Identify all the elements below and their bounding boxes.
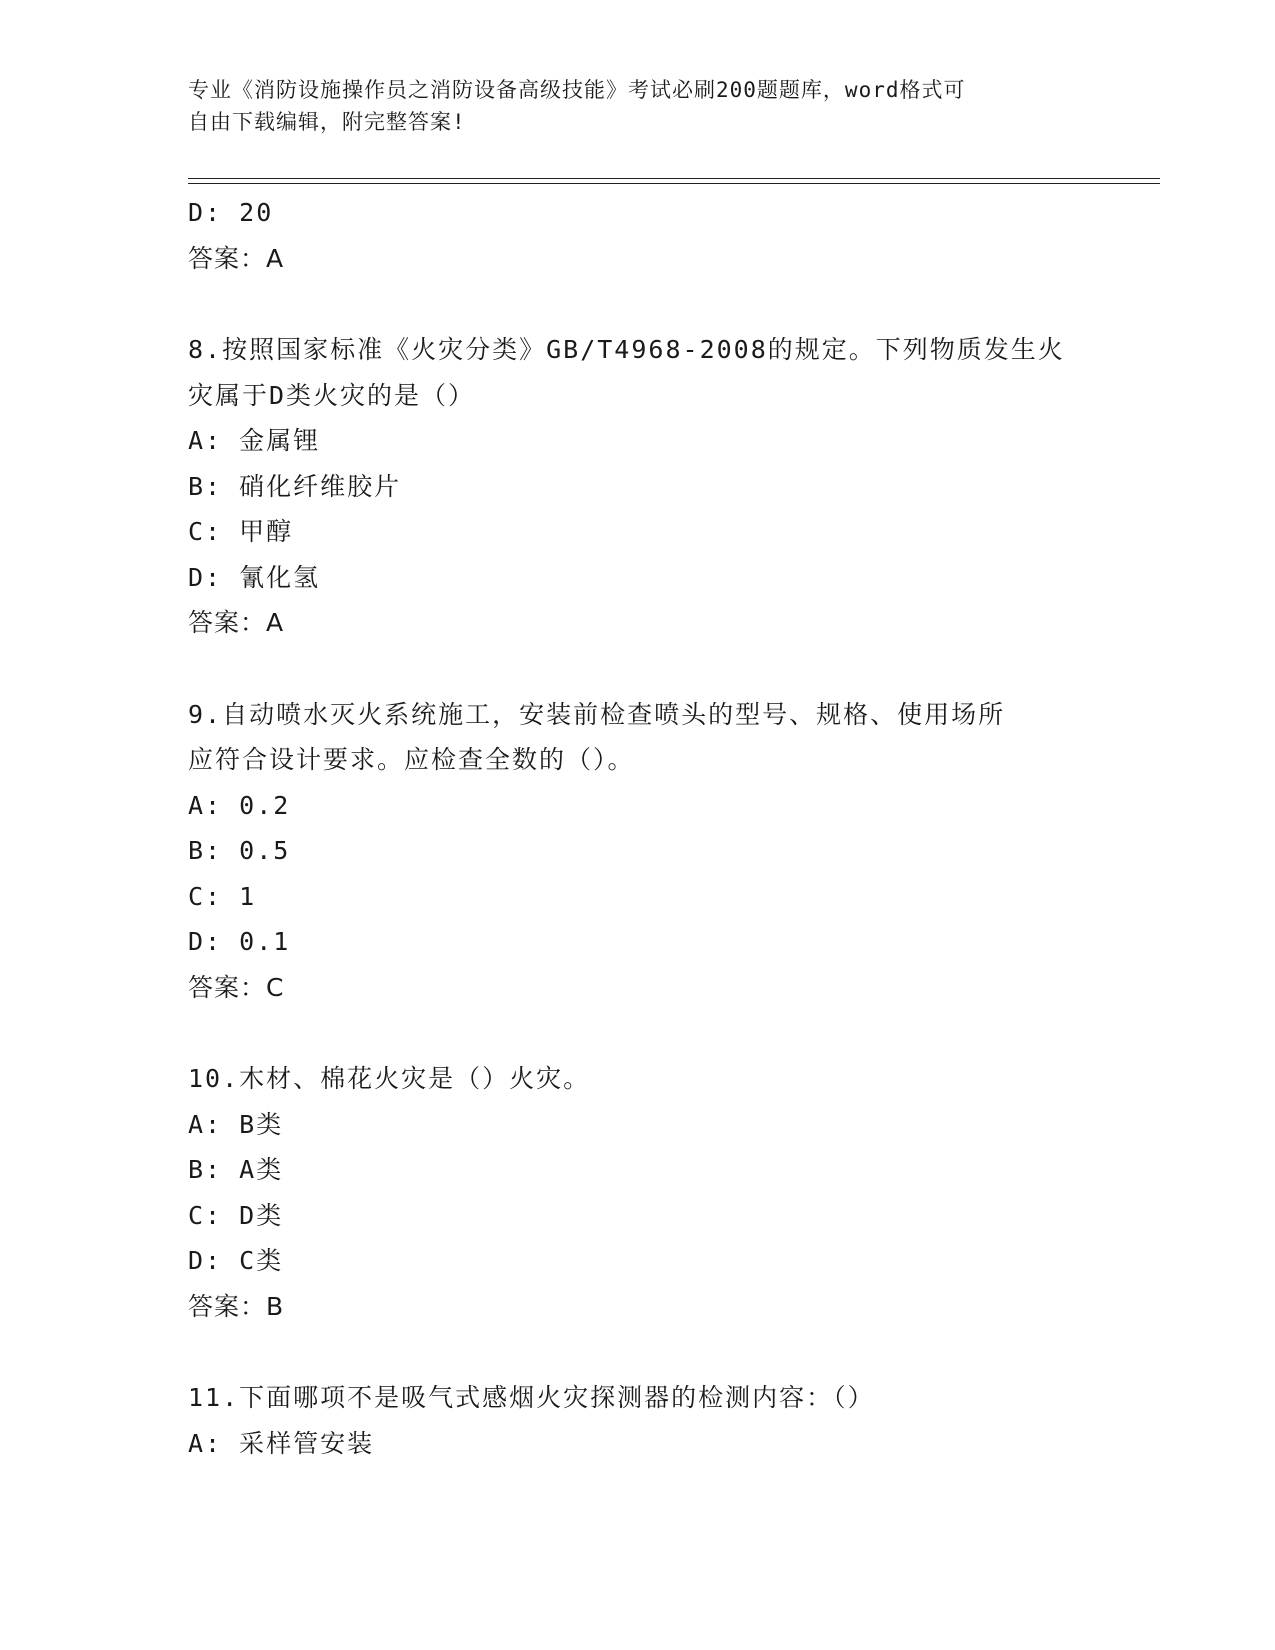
option-b: B: 0.5 (188, 836, 291, 865)
option-d: D: 20 (188, 198, 274, 227)
question-text: 10.木材、棉花火灾是（）火灾。 (188, 1064, 591, 1093)
header-line-1: 专业《消防设施操作员之消防设备高级技能》考试必刷200题题库，word格式可 (188, 78, 966, 102)
header-divider-top (188, 178, 1160, 179)
document-header (188, 74, 1068, 138)
answer-line: 答案：A (188, 608, 285, 637)
option-b: B: 硝化纤维胶片 (188, 471, 402, 501)
header-line-2: 自由下载编辑，附完整答案! (188, 110, 466, 134)
question-text: 9.自动喷水灭火系统施工，安装前检查喷头的型号、规格、使用场所 (188, 699, 1006, 729)
option-a: A: B类 (188, 1109, 284, 1139)
header-divider-bottom (188, 183, 1160, 184)
option-c: C: 甲醇 (188, 517, 294, 546)
question-text: 应符合设计要求。应检查全数的（）。 (188, 745, 635, 774)
question-block (188, 327, 1088, 646)
option-a: A: 采样管安装 (188, 1428, 375, 1458)
question-text: 8.按照国家标准《火灾分类》GB/T4968-2008的规定。下列物质发生火 (188, 335, 1065, 364)
option-c: C: 1 (188, 881, 257, 911)
question-block (188, 1056, 1088, 1329)
question-block (188, 1375, 1088, 1466)
question-spacer (188, 646, 1088, 692)
option-c: C: D类 (188, 1200, 284, 1230)
answer-line: 答案：B (188, 1291, 285, 1321)
option-b: B: A类 (188, 1155, 284, 1184)
question-block (188, 692, 1088, 1011)
answer-line: 答案：A (188, 243, 285, 273)
option-d: D: 氰化氢 (188, 562, 321, 592)
question-block (188, 190, 1088, 281)
option-a: A: 0.2 (188, 790, 291, 820)
question-spacer (188, 1010, 1088, 1056)
answer-line: 答案：C (188, 972, 285, 1002)
question-text: 11.下面哪项不是吸气式感烟火灾探测器的检测内容：（） (188, 1383, 875, 1412)
question-spacer (188, 281, 1088, 327)
question-text: 灾属于D类火灾的是（） (188, 380, 476, 410)
question-list (188, 190, 1088, 1466)
question-spacer (188, 1329, 1088, 1375)
option-d: D: 0.1 (188, 927, 291, 956)
option-d: D: C类 (188, 1246, 284, 1275)
option-a: A: 金属锂 (188, 426, 321, 455)
